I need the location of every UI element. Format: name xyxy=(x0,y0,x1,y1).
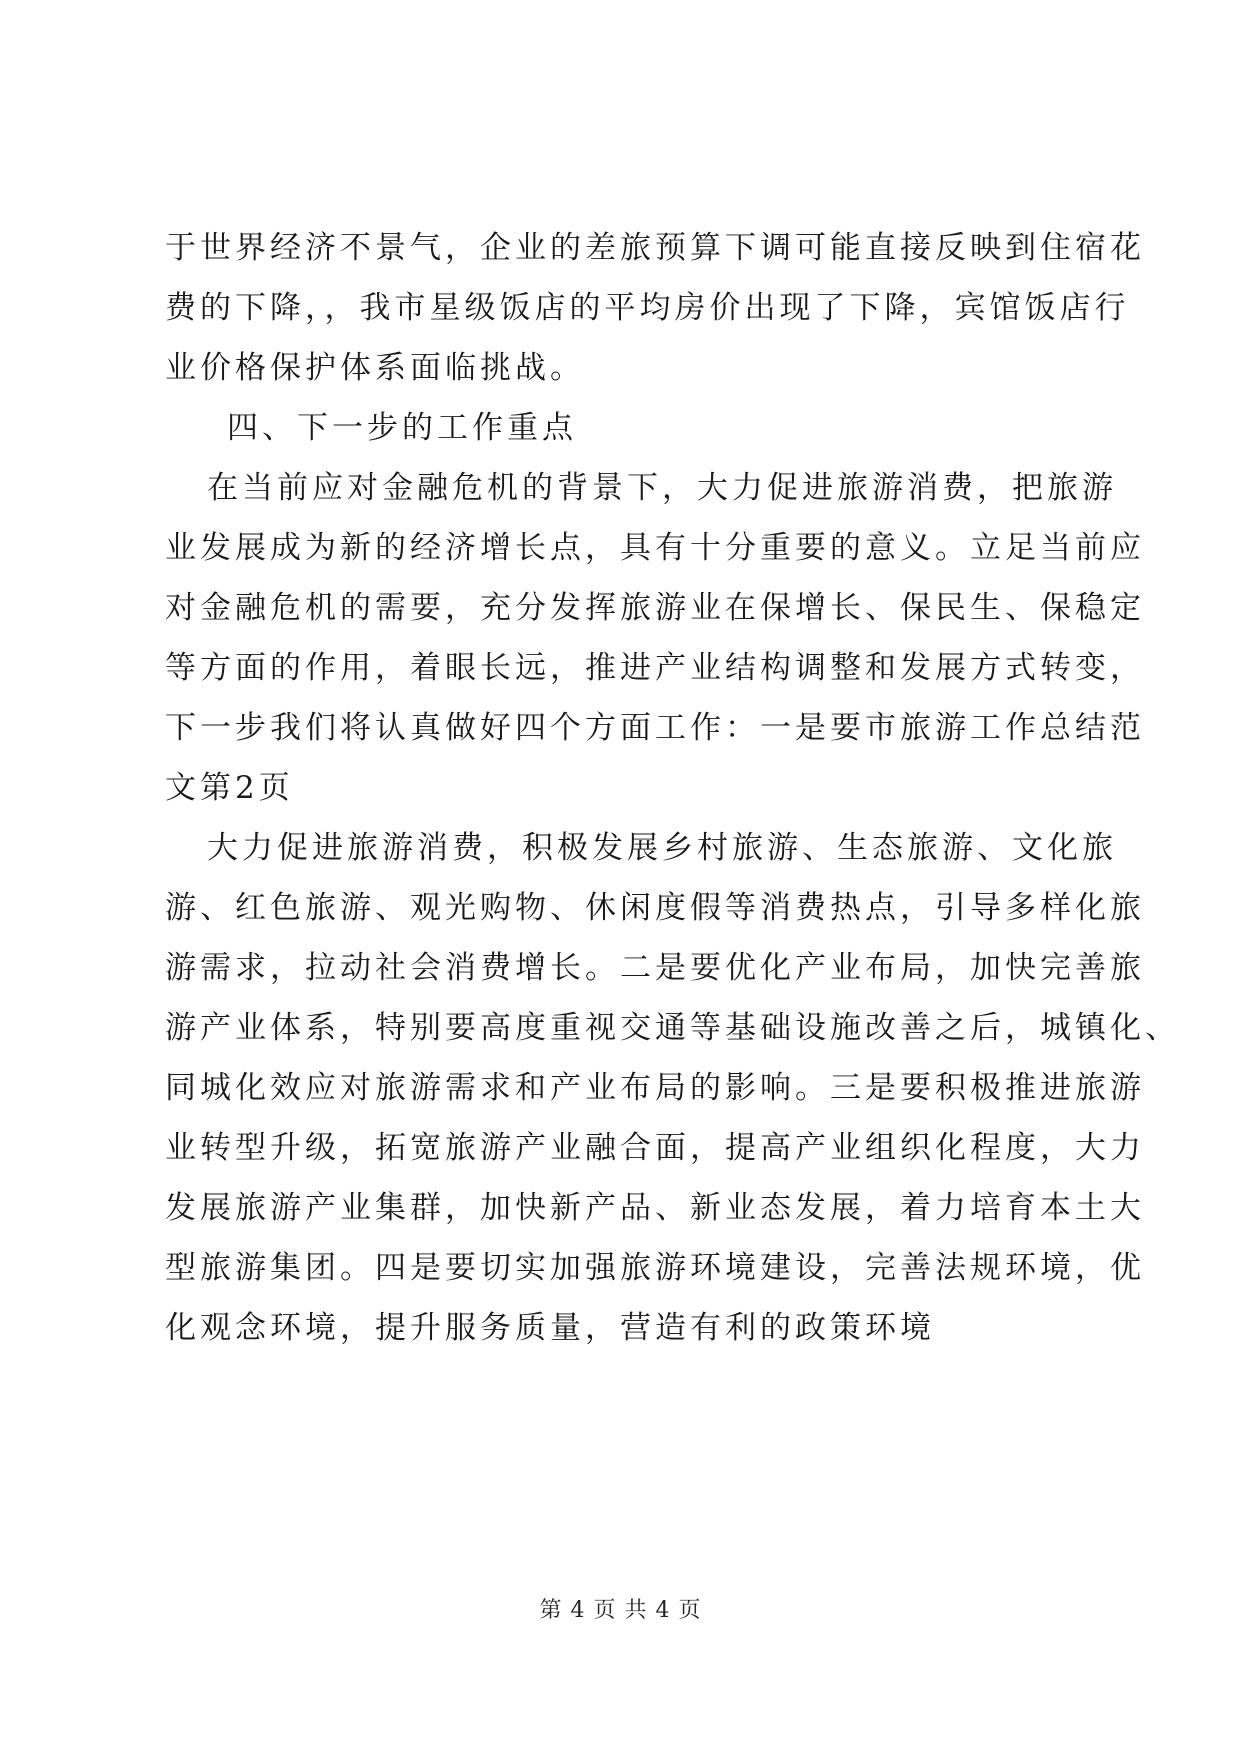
text-line: 业发展成为新的经济增长点，具有十分重要的意义。立足当前应 xyxy=(165,530,1145,566)
text-line: 文第2页 xyxy=(165,770,294,806)
text-line: 游、红色旅游、观光购物、休闲度假等消费热点，引导多样化旅 xyxy=(165,890,1145,926)
text-line: 在当前应对金融危机的背景下，大力促进旅游消费，把旅游 xyxy=(207,470,1117,506)
section-heading: 四、下一步的工作重点 xyxy=(227,410,577,446)
text-line: 费的下降，，我市星级饭店的平均房价出现了下降，宾馆饭店行 xyxy=(165,290,1130,326)
text-line: 大力促进旅游消费，积极发展乡村旅游、生态旅游、文化旅 xyxy=(207,830,1117,866)
text-line: 于世界经济不景气，企业的差旅预算下调可能直接反映到住宿花 xyxy=(165,230,1145,266)
text-line: 下一步我们将认真做好四个方面工作：一是要市旅游工作总结范 xyxy=(165,710,1145,746)
text-line: 业价格保护体系面临挑战。 xyxy=(165,350,585,386)
text-line: 同城化效应对旅游需求和产业布局的影响。三是要积极推进旅游 xyxy=(165,1070,1145,1106)
text-line: 型旅游集团。四是要切实加强旅游环境建设，完善法规环境，优 xyxy=(165,1250,1145,1286)
text-line: 游需求，拉动社会消费增长。二是要优化产业布局，加快完善旅 xyxy=(165,950,1145,986)
text-line: 游产业体系，特别要高度重视交通等基础设施改善之后，城镇化、 xyxy=(165,1010,1180,1046)
text-line: 业转型升级，拓宽旅游产业融合面，提高产业组织化程度，大力 xyxy=(165,1130,1145,1166)
text-line: 化观念环境，提升服务质量，营造有利的政策环境 xyxy=(165,1310,935,1346)
text-line: 对金融危机的需要，充分发挥旅游业在保增长、保民生、保稳定 xyxy=(165,590,1145,626)
page-footer: 第 4 页 共 4 页 xyxy=(539,1598,702,1623)
text-line: 等方面的作用，着眼长远，推进产业结构调整和发展方式转变， xyxy=(165,650,1145,686)
text-line: 发展旅游产业集群，加快新产品、新业态发展，着力培育本土大 xyxy=(165,1190,1145,1226)
